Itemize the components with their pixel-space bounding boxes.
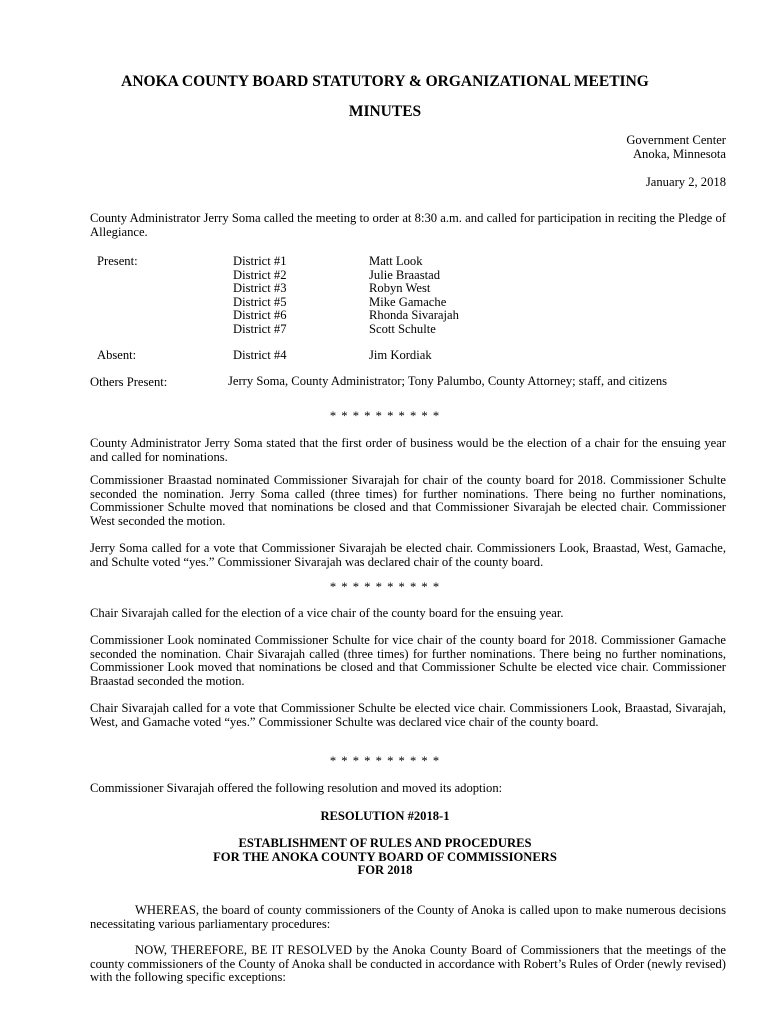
absent-label: Absent:	[97, 348, 137, 362]
resolution-number: RESOLUTION #2018-1	[320, 809, 450, 823]
chair-election-paragraph: County Administrator Jerry Soma stated that the first order of business would be the election of a chair for the ensuing year and called for nominations.	[90, 436, 726, 464]
present-name: Mike Gamache	[369, 294, 447, 309]
section-separator: * * * * * * * * * *	[329, 754, 441, 768]
present-name: Robyn West	[369, 281, 431, 295]
present-label: Present:	[97, 254, 138, 268]
chair-election-paragraph: Commissioner Braastad nominated Commissioner Sivarajah for chair of the county board for 2018. Commissioner Schulte seconded the nomination. Jerry Soma called (three times) for further nominations. There being no further nominations, Commissioner Schulte moved that nominations be closed and that Commissioner Sivarajah be elected chair. Commissioner West seconded the motion.	[90, 473, 726, 528]
others-present-list: Jerry Soma, County Administrator; Tony Palumbo, County Attorney; staff, and citizens	[228, 374, 668, 388]
present-name: Rhonda Sivarajah	[369, 308, 459, 322]
chair-election-paragraph: Jerry Soma called for a vote that Commissioner Sivarajah be elected chair. Commissioners Look, Braastad, West, Gamache, and Schulte voted “yes.” Commissioner Sivarajah was declared chair of the county board.	[90, 541, 726, 569]
section-separator: * * * * * * * * * *	[329, 409, 441, 423]
present-district: District #3	[233, 281, 287, 295]
present-district: District #6	[233, 308, 287, 322]
section-separator: * * * * * * * * * *	[329, 580, 441, 594]
present-district: District #2	[233, 267, 287, 282]
present-district: District #1	[233, 254, 287, 268]
resolution-title-line-1: ESTABLISHMENT OF RULES AND PROCEDURES	[238, 836, 532, 850]
resolved-paragraph: NOW, THEREFORE, BE IT RESOLVED by the Anoka County Board of Commissioners that the meetings of the county commissioners of the County of Anoka shall be conducted in accordance with Robert’s Rules of Order (newly revised) with the following specific exceptions:	[90, 943, 726, 985]
resolution-title-line-2: FOR THE ANOKA COUNTY BOARD OF COMMISSIONERS	[213, 850, 557, 864]
vice-chair-election-paragraph: Chair Sivarajah called for the election of a vice chair of the county board for the ensuing year.	[90, 606, 564, 620]
present-name: Scott Schulte	[369, 321, 436, 336]
present-district: District #7	[233, 321, 287, 336]
others-present-label: Others Present:	[90, 375, 168, 389]
location-line-1: Government Center	[626, 133, 726, 147]
present-name: Julie Braastad	[369, 267, 440, 282]
location-line-2: Anoka, Minnesota	[632, 147, 726, 161]
vice-chair-election-paragraph: Chair Sivarajah called for a vote that Commissioner Schulte be elected vice chair. Commissioners Look, Braastad, Sivarajah, West, and Gamache voted “yes.” Commissioner Schulte was declared vice chair of the county board.	[90, 701, 726, 729]
document-title: ANOKA COUNTY BOARD STATUTORY & ORGANIZATIONAL MEETING	[121, 73, 649, 90]
opening-paragraph: County Administrator Jerry Soma called the meeting to order at 8:30 a.m. and called for participation in reciting the Pledge of Allegiance.	[90, 211, 726, 239]
whereas-paragraph: WHEREAS, the board of county commissioners of the County of Anoka is called upon to make numerous decisions necessitating various parliamentary procedures:	[90, 903, 726, 931]
meeting-date: January 2, 2018	[645, 175, 726, 189]
absent-name: Jim Kordiak	[369, 348, 432, 362]
document-subtitle: MINUTES	[348, 103, 422, 120]
absent-district: District #4	[233, 348, 287, 362]
resolution-title-line-3: FOR 2018	[357, 863, 413, 877]
present-district: District #5	[233, 294, 287, 309]
resolution-intro: Commissioner Sivarajah offered the following resolution and moved its adoption:	[90, 781, 503, 795]
vice-chair-election-paragraph: Commissioner Look nominated Commissioner Schulte for vice chair of the county board for 2018. Commissioner Gamache seconded the nomination. Chair Sivarajah called (three times) for further nominations. There being no further nominations, Commissioner Look moved that nominations be closed and that Commissioner Schulte be elected vice chair. Commissioner Braastad seconded the motion.	[90, 633, 726, 688]
present-name: Matt Look	[369, 254, 423, 268]
